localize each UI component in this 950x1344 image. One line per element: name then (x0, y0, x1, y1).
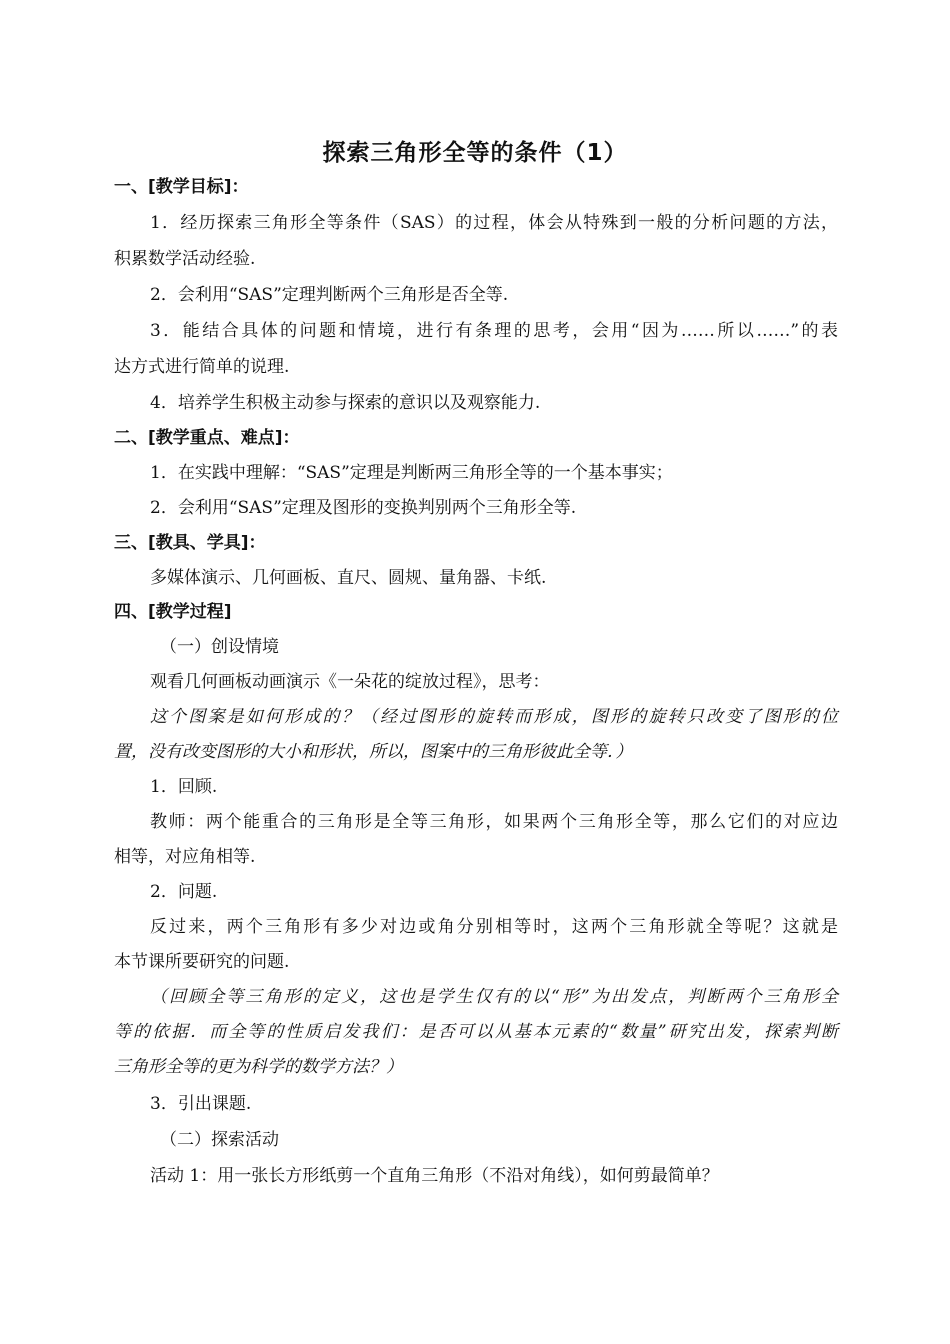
paragraph: 达方式进行简单的说理. (114, 357, 290, 377)
paragraph: （回顾全等三角形的定义，这也是学生仅有的以“形”为出发点，判断两个三角形全 (150, 987, 838, 1007)
paragraph: 三角形全等的更为科学的数学方法？） (114, 1057, 403, 1077)
paragraph: 本节课所要研究的问题. (114, 952, 290, 972)
paragraph: 相等，对应角相等. (114, 847, 256, 867)
paragraph: 3．引出课题. (150, 1094, 252, 1114)
section-heading-goals: 一、[教学目标]： (114, 177, 249, 197)
paragraph: 2．会利用“SAS”定理判断两个三角形是否全等. (150, 285, 509, 305)
paragraph: 置，没有改变图形的大小和形状，所以，图案中的三角形彼此全等．） (114, 742, 633, 762)
paragraph: 等的依据．而全等的性质启发我们：是否可以从基本元素的“数量”研究出发，探索判断 (114, 1022, 838, 1042)
page-title: 探索三角形全等的条件（1） (322, 140, 628, 166)
paragraph: 这个图案是如何形成的？（经过图形的旋转而形成，图形的旋转只改变了图形的位 (150, 707, 838, 727)
paragraph: 3．能结合具体的问题和情境，进行有条理的思考，会用“因为……所以……”的表 (150, 321, 838, 341)
paragraph: 1．在实践中理解：“SAS”定理是判断两三角形全等的一个基本事实； (150, 463, 673, 483)
paragraph: 1．经历探索三角形全等条件（SAS）的过程，体会从特殊到一般的分析问题的方法， (150, 213, 838, 233)
section-heading-keypoints: 二、[教学重点、难点]： (114, 428, 300, 448)
paragraph: 活动 1：用一张长方形纸剪一个直角三角形（不沿对角线），如何剪最简单？ (150, 1166, 719, 1186)
subheading: （二）探索活动 (160, 1130, 279, 1150)
subheading: （一）创设情境 (160, 637, 279, 657)
paragraph: 观看几何画板动画演示《一朵花的绽放过程》，思考： (150, 672, 550, 692)
paragraph: 积累数学活动经验. (114, 249, 256, 269)
paragraph: 反过来，两个三角形有多少对边或角分别相等时，这两个三角形就全等呢？这就是 (150, 917, 838, 937)
paragraph: 4．培养学生积极主动参与探索的意识以及观察能力. (150, 393, 541, 413)
section-heading-tools: 三、[教具、学具]： (114, 533, 266, 553)
paragraph: 教师：两个能重合的三角形是全等三角形，如果两个三角形全等，那么它们的对应边 (150, 812, 838, 832)
paragraph: 2．问题. (150, 882, 218, 902)
paragraph: 2．会利用“SAS”定理及图形的变换判别两个三角形全等. (150, 498, 577, 518)
paragraph: 多媒体演示、几何画板、直尺、圆规、量角器、卡纸. (150, 568, 547, 588)
paragraph: 1．回顾. (150, 777, 218, 797)
section-heading-process: 四、[教学过程] (114, 602, 232, 622)
